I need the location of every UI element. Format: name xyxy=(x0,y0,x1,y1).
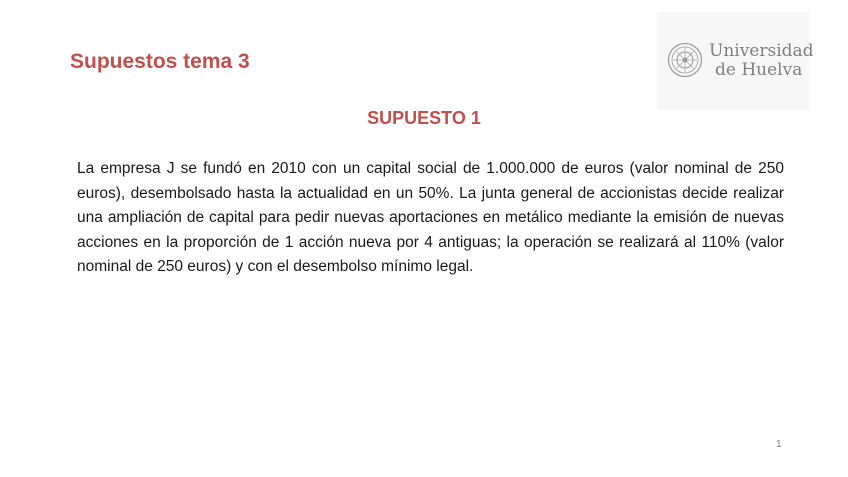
logo-wordmark xyxy=(709,42,814,80)
logo-line-1: Universidad xyxy=(709,41,814,61)
section-heading: SUPUESTO 1 xyxy=(367,108,481,128)
page-number: 1 xyxy=(776,439,782,450)
university-logo xyxy=(657,12,814,110)
university-seal-icon xyxy=(667,42,703,78)
slide-title: Supuestos tema 3 xyxy=(70,50,250,73)
problem-statement: La empresa J se fundó en 2010 con un capital social de 1.000.000 de euros (valor nominal de 250 euros), desembolsado hasta la actualidad en un 50%. La junta general de accionistas decide realizar una ampliación de capital para pedir nuevas aportaciones en metálico mediante la emisión de nuevas acciones en la proporción de 1 acción nueva por 4 antiguas; la operación se realizará al 110% (valor nominal de 250 euros) y con el desembolso mínimo legal. xyxy=(77,160,784,275)
logo-line-2: de Huelva xyxy=(715,60,803,80)
